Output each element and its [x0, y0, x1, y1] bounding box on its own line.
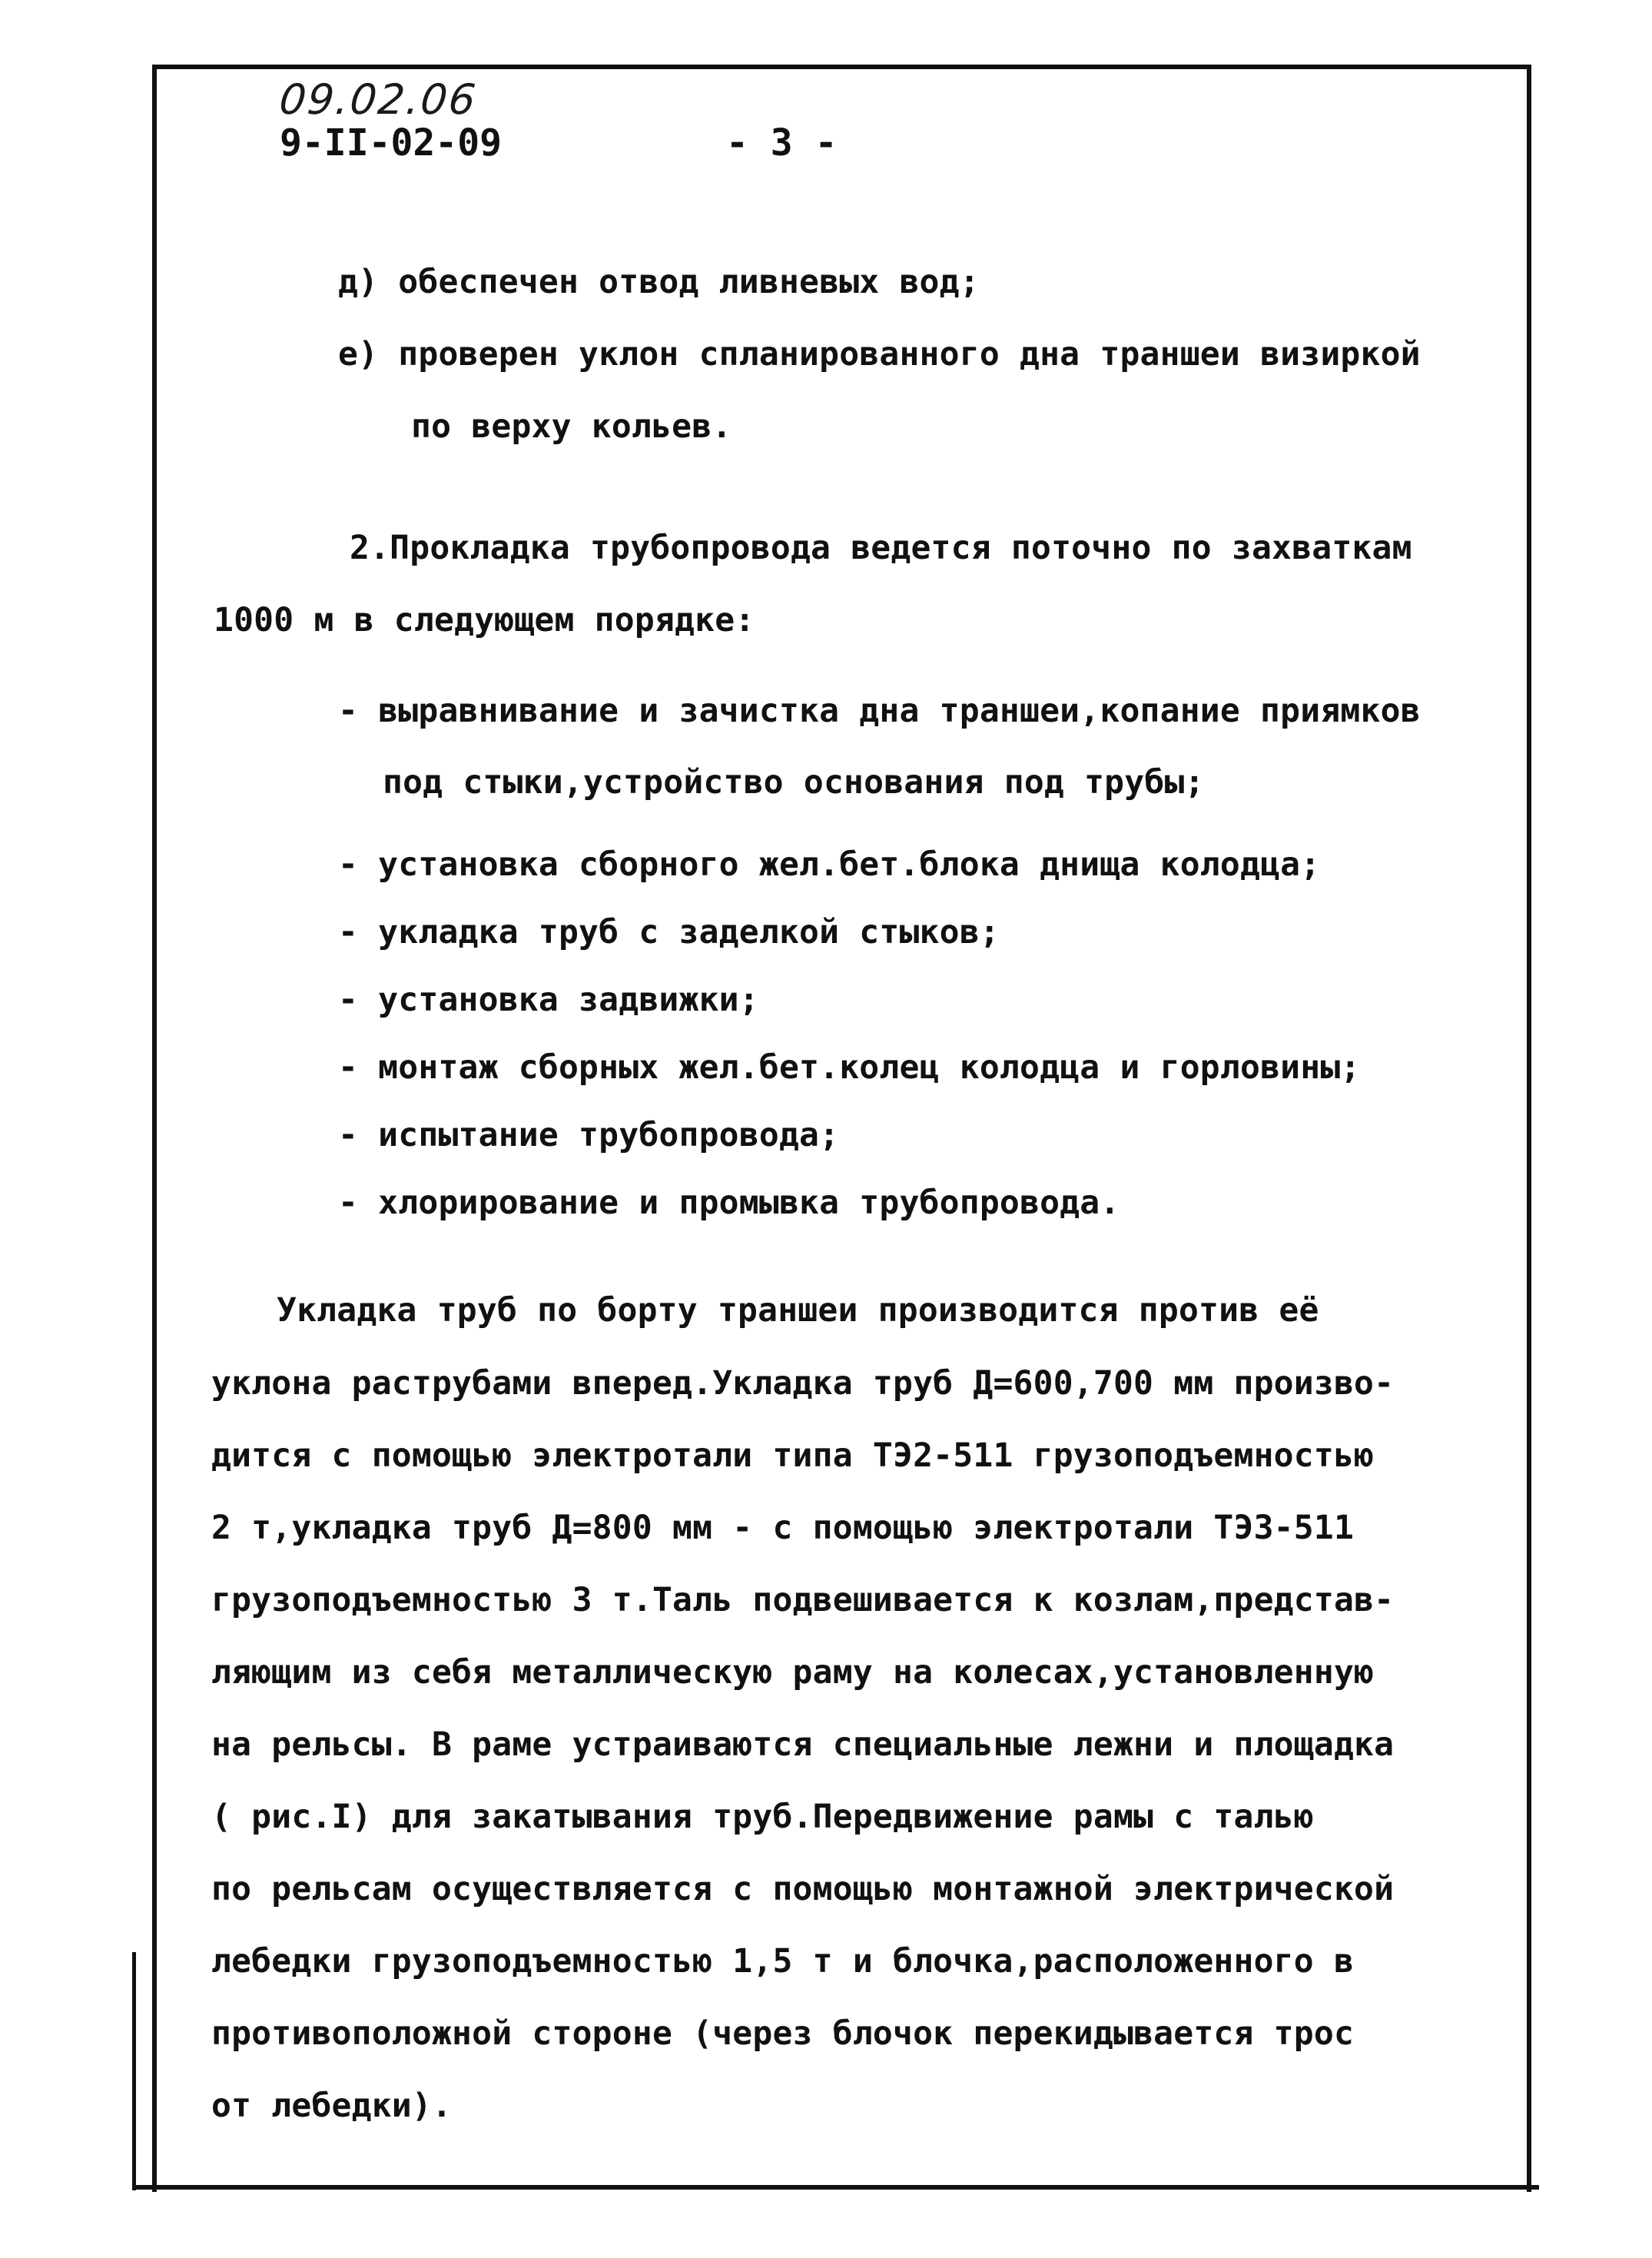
list-item: - установка сборного жел.бет.блока днища колодца; [338, 845, 1321, 884]
paragraph-3-line: по рельсам осуществляется с помощью монтажной электрической [211, 1870, 1395, 1908]
paragraph-3-line: Укладка труб по борту траншеи производится против её [277, 1291, 1319, 1330]
document-code: 9-II-02-09 [280, 121, 502, 164]
list-item: - испытание трубопровода; [338, 1116, 840, 1154]
list-item-continuation: под стыки,устройство основания под трубы; [383, 763, 1205, 802]
list-item: - выравнивание и зачистка дна траншеи,копание приямков [338, 692, 1421, 730]
list-item-d: д) обеспечен отвод ливневых вод; [338, 263, 980, 301]
bottom-border-line [134, 2185, 1539, 2190]
list-item-e: е) проверен уклон спланированного дна траншеи визиркой [338, 335, 1421, 374]
paragraph-3-line: ляющим из себя металлическую раму на колесах,установленную [211, 1653, 1375, 1692]
paragraph-3-line: ( рис.I) для закатывания труб.Передвижение рамы с талью [211, 1798, 1314, 1836]
handwritten-date: 09.02.06 [277, 75, 479, 124]
paragraph-3-line: на рельсы. В раме устраиваются специальные лежни и площадка [211, 1725, 1395, 1764]
paragraph-3-line: уклона раструбами вперед.Укладка труб Д=600,700 мм произво- [211, 1364, 1395, 1403]
list-item-e-continuation: по верху кольев. [411, 407, 732, 446]
list-item: - укладка труб с заделкой стыков; [338, 913, 1000, 951]
paragraph-3-line: от лебедки). [211, 2087, 453, 2125]
paragraph-3-line: дится с помощью электротали типа ТЭ2-511 грузоподъемностью [211, 1436, 1375, 1475]
left-margin-mark [132, 1952, 136, 2190]
paragraph-2-line-2: 1000 м в следующем порядке: [214, 601, 755, 639]
paragraph-3-line: противоположной стороне (через блочок перекидывается трос [211, 2014, 1355, 2053]
list-item: - монтаж сборных жел.бет.колец колодца и горловины; [338, 1048, 1361, 1087]
paragraph-3-line: 2 т,укладка труб Д=800 мм - с помощью электротали ТЭ3-511 [211, 1509, 1355, 1547]
list-item: - установка задвижки; [338, 981, 759, 1019]
list-item: - хлорирование и промывка трубопровода. [338, 1184, 1120, 1222]
paragraph-2-line-1: 2.Прокладка трубопровода ведется поточно по захваткам [350, 529, 1412, 567]
paragraph-3-line: лебедки грузоподъемностью 1,5 т и блочка,расположенного в [211, 1942, 1355, 1981]
paragraph-3-line: грузоподъемностью 3 т.Таль подвешивается к козлам,представ- [211, 1581, 1395, 1619]
page-number: - 3 - [726, 121, 838, 164]
